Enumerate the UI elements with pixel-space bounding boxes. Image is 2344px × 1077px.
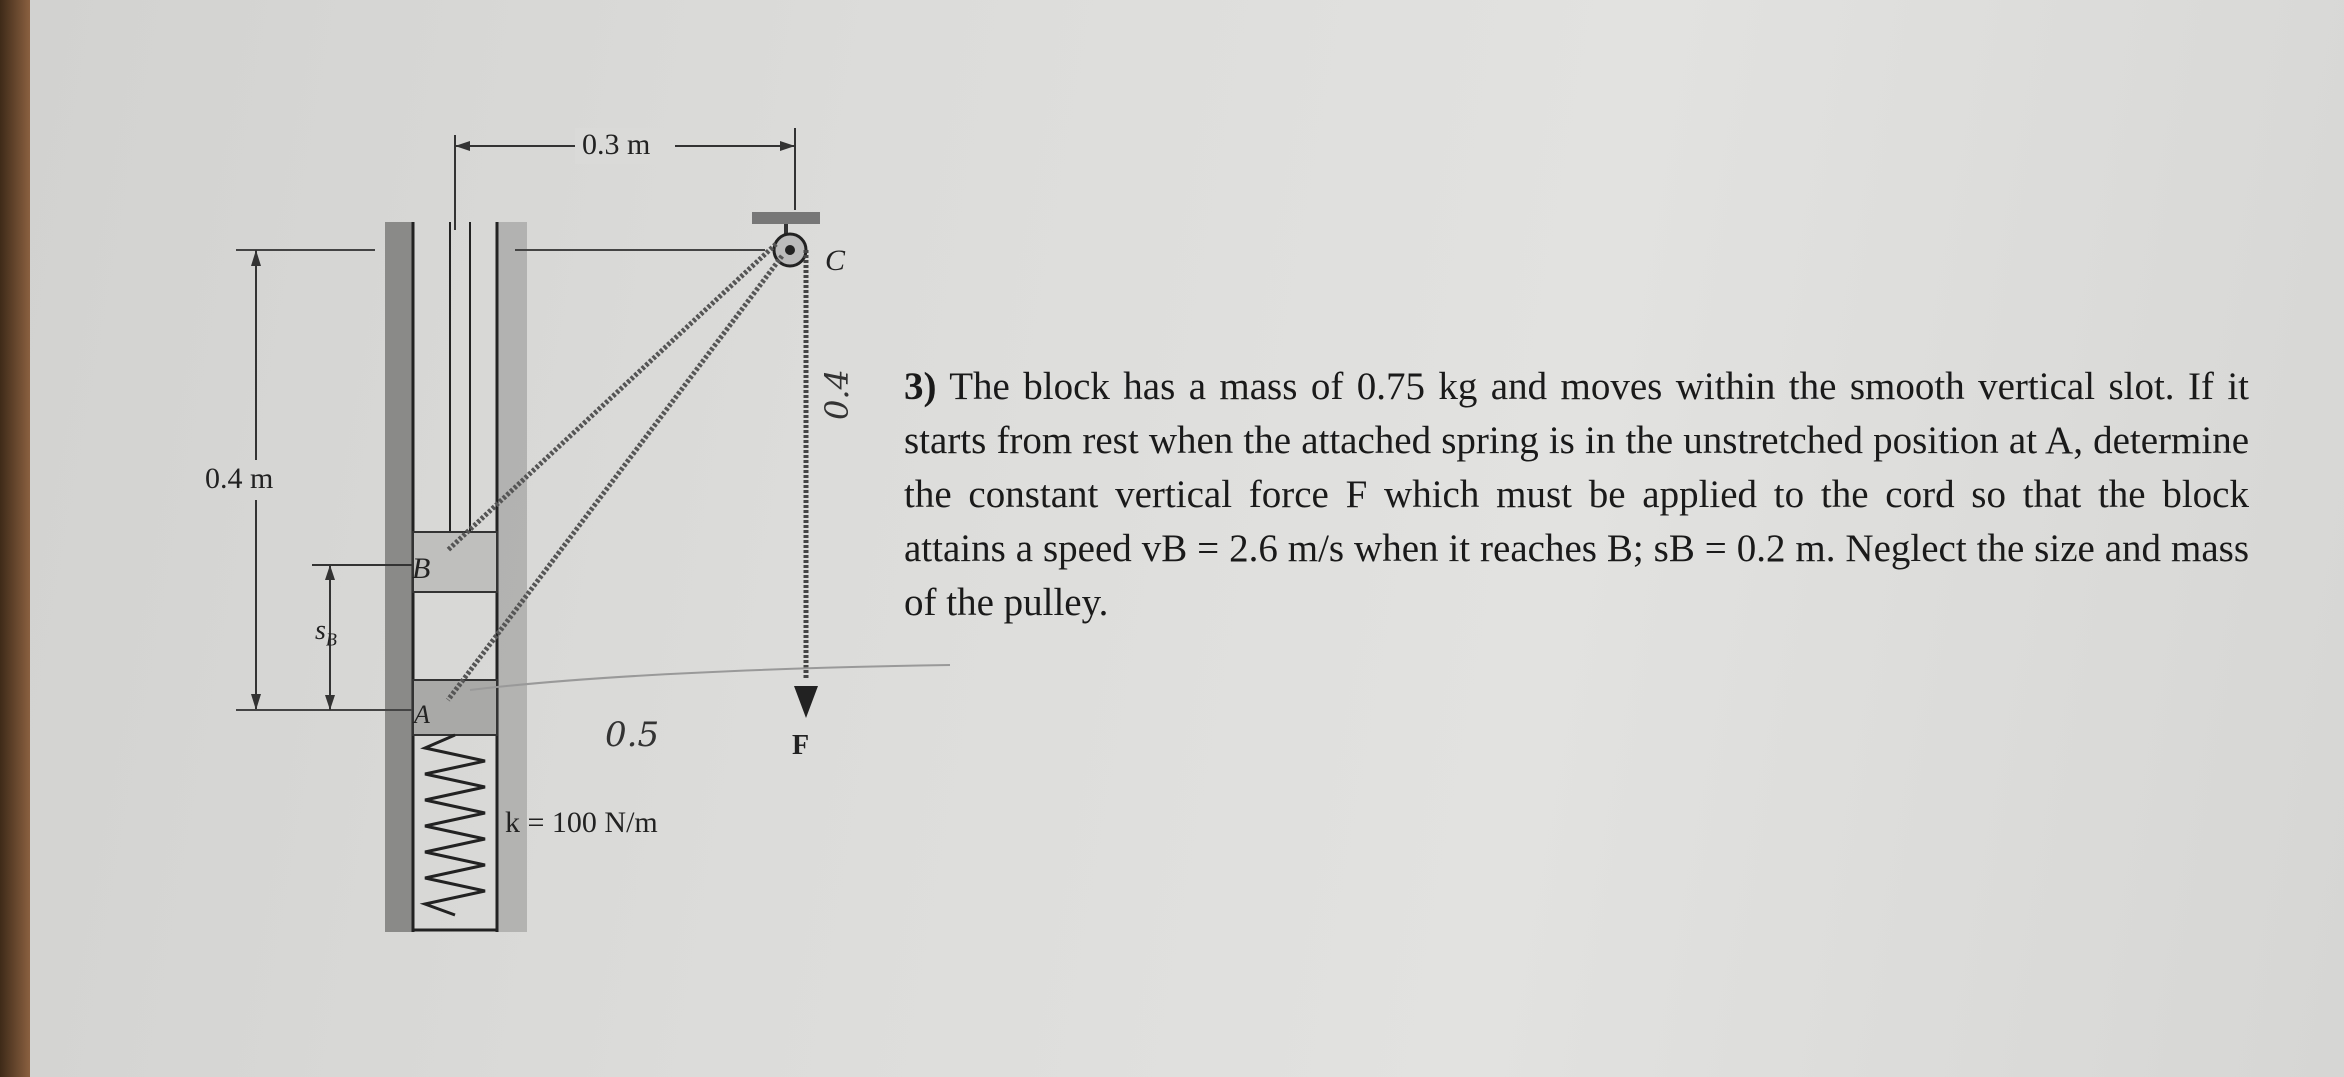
problem-statement (904, 360, 2249, 630)
problem-number: 3) (904, 365, 937, 408)
handwritten-vertical-note: 0.4 (818, 369, 856, 420)
dim-sb-label: $s_B$ (315, 615, 337, 650)
slot-wall-left (385, 222, 413, 932)
dim-height-label: 0.4 m (205, 462, 274, 495)
spring (425, 735, 485, 915)
label-b: B (412, 552, 431, 585)
force-arrow-head (794, 686, 818, 718)
handwritten-bottom-note: 0.5 (605, 715, 660, 755)
label-a: A (414, 700, 430, 729)
label-c: C (825, 244, 846, 277)
label-f: F (792, 730, 810, 761)
spring-label: k = 100 N/m (505, 806, 658, 839)
problem-body: The block has a mass of 0.75 kg and moves within the smooth vertical slot. If it starts from rest when the attached spring is in the unstretched position at A, determine the constant vertical force F which must be applied to the cord so that the block attains a speed vB = 2.6 m/s when it reaches B; sB = 0.2 m. Neglect the size and mass of the pulley. (904, 365, 2249, 624)
dim-width-label: 0.3 m (582, 128, 651, 161)
pulley-support (752, 212, 820, 224)
